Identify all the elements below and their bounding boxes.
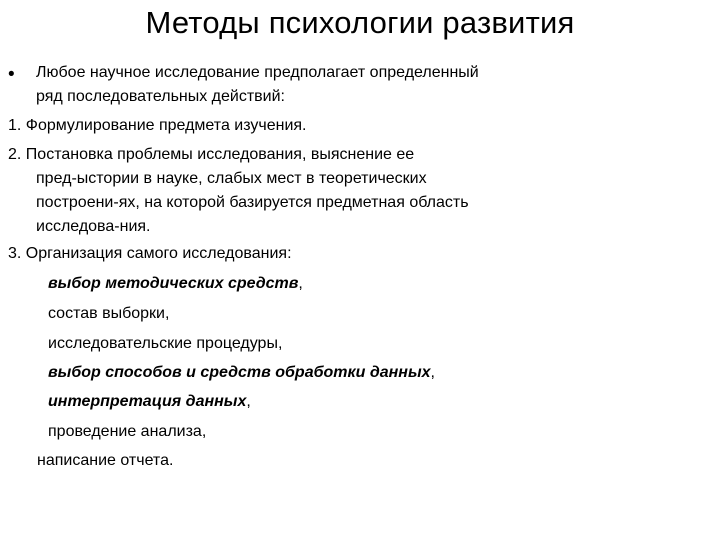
item-3-sub-4-comma: , — [430, 364, 435, 381]
item-2-line-4: исследова-ния. — [36, 218, 151, 235]
item-3-sub-1-emphasis: выбор методических средств — [48, 275, 299, 292]
item-2-line-2: пред-ыстории в науке, слабых мест в теоретических — [36, 170, 427, 187]
item-3-sub-2: состав выборки, — [48, 305, 170, 322]
item-3-sub-5 — [48, 393, 251, 411]
item-3-sub-1-comma: , — [298, 275, 303, 292]
item-3-sub-1 — [48, 275, 303, 293]
item-3-sub-6: проведение анализа, — [48, 423, 207, 440]
item-2-line-3: построени-ях, на которой базируется предметная область — [36, 194, 469, 211]
item-3-sub-5-comma: , — [246, 393, 251, 410]
item-3-sub-3: исследовательские процедуры, — [48, 335, 283, 352]
item-2-line-1: 2. Постановка проблемы исследования, выяснение ее — [8, 146, 415, 163]
item-3-sub-4-emphasis: выбор способов и средств обработки данных — [48, 364, 431, 381]
item-3-sub-4 — [48, 364, 435, 382]
item-1-text: 1. Формулирование предмета изучения. — [8, 117, 307, 134]
bullet-icon: • — [8, 64, 15, 85]
item-3-heading: 3. Организация самого исследования: — [8, 245, 292, 262]
intro-line-1: Любое научное исследование предполагает определенный — [36, 64, 479, 81]
intro-line-2: ряд последовательных действий: — [36, 88, 285, 105]
item-3-sub-5-emphasis: интерпретация данных — [48, 393, 247, 410]
item-3-sub-7: написание отчета. — [37, 452, 174, 469]
slide-title: Методы психологии развития — [145, 5, 575, 40]
